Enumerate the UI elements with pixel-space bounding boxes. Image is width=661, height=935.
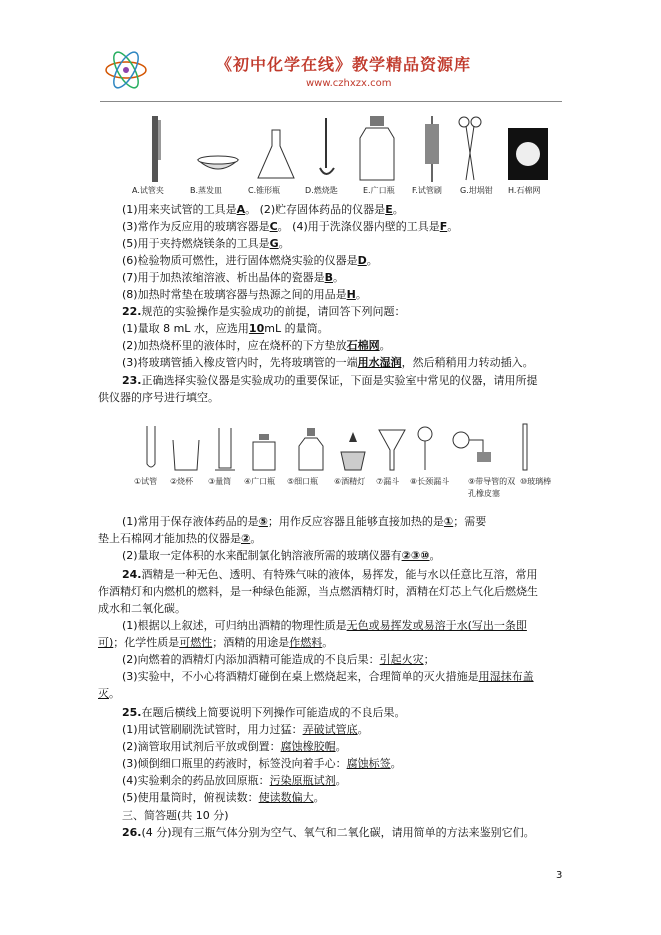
banner-title: 《初中化学在线》教学精品资源库 <box>216 55 472 74</box>
answer: 腐蚀橡胶帽 <box>280 740 336 753</box>
text: (3)将玻璃管插入橡皮管内时，先将玻璃管的一端 <box>122 356 358 369</box>
page-number: 3 <box>556 870 563 881</box>
q22-line-3 <box>122 354 534 371</box>
equipment-figure-2 <box>135 422 535 474</box>
q24-stem-3: 成水和二氧化碳。 <box>98 602 186 615</box>
text: 。 <box>313 791 325 804</box>
conical-flask-icon <box>258 130 294 178</box>
text: ，然后稍稍用力转动插入。 <box>401 356 534 369</box>
combustion-spoon-icon <box>320 118 334 174</box>
text: (1)用来夹试管的工具是 <box>122 203 237 216</box>
text: 。 <box>335 740 347 753</box>
caption-9: ⑨带导管的双孔橡皮塞 <box>468 477 516 498</box>
answer: ① <box>443 515 454 528</box>
caption-4: ④广口瓶 <box>244 477 276 486</box>
text: 正确选择实验仪器是实验成功的重要保证，下面是实验室中常见的仪器，请用所提 <box>141 374 538 387</box>
text: 。 <box>322 636 334 649</box>
q24-line-2 <box>98 634 333 651</box>
answer: 污染原瓶试剂 <box>269 774 336 787</box>
text: (1)用试管刷刷洗试管时，用力过猛： <box>122 723 303 736</box>
question-number: 26. <box>122 826 142 839</box>
text: 在题后横线上简要说明下列操作可能造成的不良后果。 <box>141 706 406 719</box>
q21-line-5 <box>122 269 344 286</box>
q21-line-1 <box>122 201 404 218</box>
q24-line-4 <box>122 668 534 685</box>
q23-line-2 <box>98 530 261 547</box>
answer: C <box>269 220 278 233</box>
funnel-icon <box>379 430 405 470</box>
text: ；酒精的用途是 <box>212 636 290 649</box>
caption-5: ⑤细口瓶 <box>287 477 319 486</box>
header-banner <box>96 40 566 100</box>
q23-stem-1 <box>122 372 538 389</box>
q25-line-3 <box>122 755 402 772</box>
question-number: 23. <box>122 374 142 387</box>
test-tube-holder-icon <box>152 116 161 182</box>
text: 。 <box>250 532 262 545</box>
text: (4 分)现有三瓶气体分别为空气、氧气和二氧化碳，请用简单的方法来鉴别它们。 <box>141 826 535 839</box>
header-rule <box>100 101 562 102</box>
q24-stem-1 <box>122 566 538 583</box>
test-tube-brush-icon <box>425 116 439 182</box>
beaker-icon <box>173 440 199 470</box>
text: ； <box>423 653 435 666</box>
q22-line-1 <box>122 320 329 337</box>
q21-line-2 <box>122 218 458 235</box>
wide-mouth-bottle-icon <box>360 116 394 180</box>
text: 规范的实验操作是实验成功的前提，请回答下列问题： <box>141 305 406 318</box>
equipment-figure-1 <box>130 110 560 188</box>
answer: E <box>385 203 393 216</box>
alcohol-lamp-icon <box>341 432 365 470</box>
q25-line-5 <box>122 789 325 806</box>
answer: 灭 <box>98 687 109 700</box>
text: (2)滴管取用试剂后平放或倒置： <box>122 740 281 753</box>
text: (1)量取 8 mL 水，应选用 <box>122 322 249 335</box>
text: 。 <box>390 757 402 770</box>
answer: A <box>236 203 246 216</box>
q26 <box>122 824 535 841</box>
question-number: 24. <box>122 568 142 581</box>
caption-g: G.坩埚钳 <box>460 186 493 195</box>
answer: 用湿抹布盖 <box>478 670 534 683</box>
text: 。 <box>429 549 441 562</box>
text: (3)实验中，不小心将酒精灯碰倒在桌上燃烧起来，合理简单的灭火措施是 <box>122 670 479 683</box>
caption-d: D.燃烧匙 <box>305 186 338 195</box>
q22-line-2 <box>122 337 391 354</box>
answer: 石棉网 <box>346 339 380 352</box>
q25-line-2 <box>122 738 347 755</box>
long-neck-funnel-icon <box>418 427 432 470</box>
text: 。 (4)用于洗涤仪器内壁的工具是 <box>277 220 440 233</box>
banner-url: www.czhxzx.com <box>306 78 392 89</box>
q25-line-4 <box>122 772 347 789</box>
answer: 作燃料 <box>289 636 323 649</box>
glass-rod-icon <box>523 424 527 470</box>
answer: G <box>269 237 279 250</box>
answer: D <box>357 254 367 267</box>
text: 。 <box>392 203 404 216</box>
question-number: 22. <box>122 305 142 318</box>
q24-line-5 <box>98 685 120 702</box>
evaporating-dish-icon <box>198 156 238 169</box>
caption-1: ①试管 <box>134 477 158 486</box>
caption-h: H.石棉网 <box>508 186 541 195</box>
text: 。 (2)贮存固体药品的仪器是 <box>245 203 386 216</box>
q21-line-6 <box>122 286 367 303</box>
caption-f: F.试管刷 <box>412 186 442 195</box>
text: mL 的量筒。 <box>264 322 329 335</box>
caption-e: E.广口瓶 <box>363 186 395 195</box>
answer: ⑤ <box>258 515 268 528</box>
text: (5)使用量筒时，俯视读数： <box>122 791 259 804</box>
atom-logo-icon <box>101 46 151 94</box>
text: (1)常用于保存液体药品的是 <box>122 515 259 528</box>
caption-b: B.蒸发皿 <box>190 186 223 195</box>
stopper-with-tube-icon <box>453 432 491 462</box>
q24-line-1 <box>122 617 527 634</box>
text: (3)常作为反应用的玻璃容器是 <box>122 220 270 233</box>
text: (2)量取一定体积的水来配制氯化钠溶液所需的玻璃仪器有 <box>122 549 402 562</box>
caption-a: A.试管夹 <box>132 186 164 195</box>
text: 。 <box>335 774 347 787</box>
text: 。 <box>366 254 378 267</box>
answer: 腐蚀标签 <box>346 757 391 770</box>
text: 。 <box>332 271 344 284</box>
caption-7: ⑦漏斗 <box>376 477 400 486</box>
text: (4)实验剩余的药品放回原瓶： <box>122 774 270 787</box>
q25-stem <box>122 704 406 721</box>
graduated-cylinder-icon <box>215 428 235 470</box>
wide-mouth-bottle-small-icon <box>253 434 275 470</box>
crucible-tongs-icon <box>459 117 481 180</box>
text: ；用作反应容器且能够直接加热的是 <box>267 515 444 528</box>
caption-c: C.锥形瓶 <box>248 186 281 195</box>
narrow-mouth-bottle-icon <box>299 428 323 470</box>
text: 。 <box>379 339 391 352</box>
caption-6: ⑥酒精灯 <box>334 477 366 486</box>
answer: B <box>324 271 333 284</box>
answer: 弄破试管底 <box>302 723 358 736</box>
text: 垫上石棉网才能加热的仪器是 <box>98 532 241 545</box>
answer: ② <box>241 532 251 545</box>
caption-3: ③量筒 <box>208 477 232 486</box>
q23-line-3 <box>122 547 441 564</box>
test-tube-icon <box>147 426 155 467</box>
text: 。 <box>447 220 459 233</box>
q21-line-4 <box>122 252 378 269</box>
answer: ②③⑩ <box>401 549 430 562</box>
text: 酒精是一种无色、透明、有特殊气味的液体，易挥发，能与水以任意比互溶，常用 <box>141 568 538 581</box>
q23-line-1 <box>122 513 486 530</box>
answer: 使读数偏大 <box>258 791 314 804</box>
answer: 用水湿润 <box>357 356 402 369</box>
text: (8)加热时常垫在玻璃容器与热源之间的用品是 <box>122 288 347 301</box>
answer: F <box>439 220 448 233</box>
text: (2)加热烧杯里的液体时，应在烧杯的下方垫放 <box>122 339 347 352</box>
text: (6)检验物质可燃性，进行固体燃烧实验的仪器是 <box>122 254 358 267</box>
q24-stem-2: 作酒精灯和内燃机的燃料，是一种绿色能源，当点燃酒精灯时，酒精在灯芯上气化后燃烧生 <box>98 585 538 598</box>
answer: 无色或易挥发或易溶于水(写出一条即 <box>346 619 527 632</box>
text: (2)向燃着的酒精灯内添加酒精可能造成的不良后果： <box>122 653 380 666</box>
text: 。 <box>278 237 290 250</box>
caption-2: ②烧杯 <box>170 477 194 486</box>
q23-stem-2: 供仪器的序号进行填空。 <box>98 391 219 404</box>
text: ；化学性质是 <box>113 636 180 649</box>
caption-10: ⑩玻璃棒 <box>520 477 552 486</box>
question-number: 25. <box>122 706 142 719</box>
text: ；需要 <box>453 515 487 528</box>
caption-8: ⑧长颈漏斗 <box>410 477 450 486</box>
q24-line-3 <box>122 651 435 668</box>
text: (5)用于夹持燃烧镁条的工具是 <box>122 237 270 250</box>
text: 。 <box>357 723 369 736</box>
q21-line-3 <box>122 235 290 252</box>
answer: H <box>346 288 356 301</box>
answer: 可燃性 <box>179 636 213 649</box>
text: 。 <box>355 288 367 301</box>
answer: 引起火灾 <box>379 653 424 666</box>
q22-stem <box>122 303 406 320</box>
q25-line-1 <box>122 721 369 738</box>
text: (3)倾倒细口瓶里的药液时，标签没向着手心： <box>122 757 347 770</box>
answer: 可) <box>98 636 114 649</box>
answer: 10 <box>248 322 265 335</box>
text: (1)根据以上叙述，可归纳出酒精的物理性质是 <box>122 619 347 632</box>
section-3-heading: 三、简答题(共 10 分) <box>122 809 229 822</box>
text: 。 <box>109 687 120 700</box>
asbestos-gauze-icon <box>508 128 548 180</box>
text: (7)用于加热浓缩溶液、析出晶体的瓷器是 <box>122 271 325 284</box>
